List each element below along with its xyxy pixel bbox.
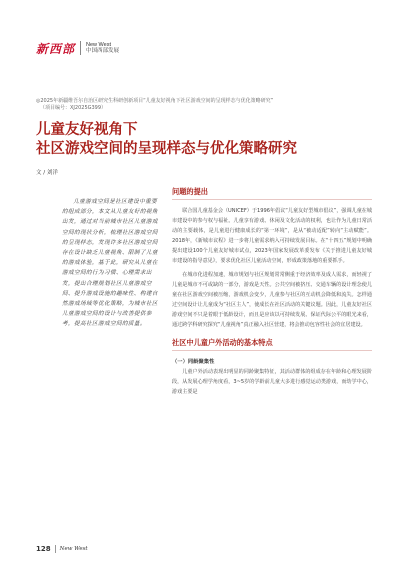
body-column bbox=[172, 187, 372, 400]
section2-subheading: （一）同龄聚集性 bbox=[172, 359, 215, 366]
page-number: 128 bbox=[36, 545, 51, 553]
logo-en-line2: 中国西部发展 bbox=[86, 48, 120, 54]
funding-note-line2: （项目编号：XJ2025G399） bbox=[40, 105, 107, 111]
publication-name: New West bbox=[59, 546, 88, 552]
abstract: 儿童游戏空间是社区建设中重要的组成部分，本文从儿童友好的视角出发，通过对当前城市社区儿童游戏空间的现状分析，梳理社区游戏空间的呈现样态，发现许多社区游戏空间存在设计缺乏儿童视角、限制了儿童的游戏体验，基于此，研究从儿童在游戏空间的行为习惯、心理需求出发，提出合理规划社区儿童游戏空间、提升游戏设施的趣味性、构建自然游戏场域等优化策略，为城市社区儿童游戏空间的设计与改善提供参考，提高社区游戏空间的质量。 bbox=[62, 199, 158, 328]
section1-rule bbox=[172, 199, 372, 200]
title-line1: 儿童友好视角下 bbox=[36, 122, 138, 138]
author-byline: 文 / 刘洋 bbox=[36, 170, 58, 176]
section1-heading: 问题的提出 bbox=[172, 187, 208, 196]
logo-en bbox=[86, 42, 119, 54]
section2 bbox=[172, 338, 372, 397]
logo-en-line1: New West bbox=[86, 42, 111, 48]
article-title bbox=[36, 121, 376, 159]
title-line2: 社区游戏空间的呈现样态与优化策略研究 bbox=[36, 141, 297, 157]
funding-note bbox=[36, 98, 376, 112]
funding-note-line1: ◎2025年新疆维吾尔自治区研究生科研创新项目“儿童友好视角下社区游戏空间的呈现样态与优化策略研究” bbox=[36, 98, 274, 104]
logo-divider bbox=[80, 41, 81, 55]
page-footer bbox=[36, 545, 88, 553]
section2-heading: 社区中儿童户外活动的基本特点 bbox=[172, 338, 273, 348]
masthead bbox=[36, 40, 119, 56]
section2-rule bbox=[172, 350, 372, 351]
footer-divider bbox=[55, 545, 56, 553]
section2-paragraph: 儿童户外活动表现出明显的同龄聚集特征，其活动群体的组成存在年龄和心理发展阶段，从发展心理学角度看，3~5岁的学龄前儿童大多进行感觉运动类游戏，而幼学中心，游戏主要是 bbox=[172, 369, 372, 396]
section1-paragraph: 联合国儿童基金会（UNICEF）于1996年倡议“儿童友好型城市倡议”，强调儿童在城市建设中的参与权与福祉。儿童享有游戏、休闲及文化活动的权利，也让作为儿童日常活动的主要载体，是儿童进行健康成长的“第一环境”，是从“被动适配”转向“主动赋能”。2018年，《新城市议程》进一步将儿童需求纳入可持续发展目标。在“十四五”规划中明确提出建设100个儿童友好城市试点，2023年国家发展改革委发布《关于推进儿童友好城市建设的指导意见》，要求优化社区儿童活动空间，形成政策落地的重要抓手。 bbox=[172, 208, 372, 265]
section1-paragraph: 在城市化进程加速，城市规划与社区规划常常侧重于经济效率及成人需求，而轻视了儿童是城市不可或缺的一部分，游戏是天性。公共空间被挤压、交通车辆的设计理念使儿童在社区游戏空间被压缩，游戏机会变少，儿童参与社区的互动机会降低和流失。怎样通过空间设计让儿童成为“社区主人”，使成长在社区活动的关键议题。因此，儿童友好社区游戏空间不只是着眼于低龄设计，而且是应该以可持续发展、保证代际公平的眼光来看，通过跨学科研究探究“儿童视角”真正融入社区营建，将会推动包容性社会的宜居建设。 bbox=[172, 271, 372, 329]
logo-cn: 新西部 bbox=[36, 41, 76, 56]
